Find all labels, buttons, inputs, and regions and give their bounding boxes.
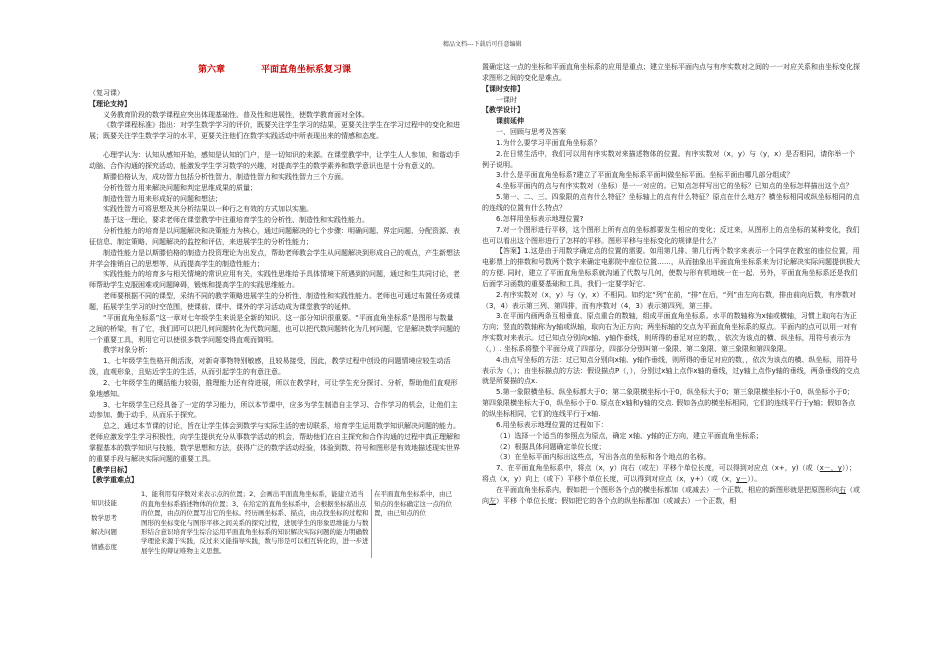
underlined-answer: x－，y: [819, 464, 842, 473]
goal-label: 知识技能: [91, 499, 117, 508]
paragraph: 基于这一理论，要求老师在课堂教学中注重培育学生的分析性、制造性和实践性能力。: [103, 216, 369, 225]
paragraph: 实践性能力的培育多与相关情境的常识应用有关，实践性思维给予具体情境下所遇到的问题，通过和生共同讨论，老师帮助学生克服困难或问题障碍，锻炼和提高学生的实践思维能力。: [89, 270, 460, 290]
heading-process: 【教学设计】: [482, 106, 524, 115]
paragraph: 实践性智力可将思想及其分析结果以一种行之有效的方式加以实施。: [103, 205, 313, 214]
question: 7.对一个图形进行平移，这个图形上所有点的坐标都要发生相应的变化；反过来，从图形上的点坐标的某种变化，我们也可以看出这个图形进行了怎样的平移。图形平移与坐标变化的规律是什么？: [482, 225, 860, 245]
right-column: [482, 62, 860, 507]
answer-text: 7、在平面直角坐标系中，将点（x，y）向右（或左）平移个单位长度，可以得到对应点（x+，y)（或（: [496, 464, 820, 473]
underlined-answer: y－: [736, 475, 748, 484]
paragraph: 分析性智力用来解决问题和判定思维成果的质量；: [103, 183, 257, 192]
title-chapter: 第六章: [197, 65, 225, 75]
paragraph: “平面直角坐标系”这一章对七年级学生来说是全新的知识。这一部分知识很重要。“平面直角坐标系”是图形与数量之间的桥梁，有了它，我们即可以把几何问题转化为代数问题，也可以把代数问题转化为几何问题，它是解决数学问题的一个重要工具，利用它可以使很多数学问题变得直观而简明。: [89, 313, 460, 344]
answer: 【答案】1.这是由于用数字确定点的位置的需要。如用第几排、第几行两个数字来表示一个同学在教室的座位位置，用电影票上的排数和号数两个数字来确定电影院中座位位置……，从而抽象出平面直角坐标系来为讨论解决实际问题提供极大的方便. 同时，建立了平面直角坐标系就沟通了代数与几何，使数与形有机地统一在一起．另外，平面直角坐标系还是我们后面学习函数的重要基础和工具，我们一定要学好它.: [482, 247, 860, 288]
answer: [482, 485, 860, 507]
paragraph: 义务教育阶段的数学课程应突出体现基础性、普及性和进展性，使数学教育面对全体。: [103, 110, 369, 119]
paragraph: 心理学认为：认知从感知开始，感知是认知的门户，是一切知识的来源。在课堂教学中，让学生人人参加，和谐动手动脑、合作沟通的探究活动，能激发学生学习数学的兴趣，对提高学生的数学素养和数学意识也是十分有意义的。: [89, 151, 460, 170]
goal-text: 1、能利用有序数对来表示点的位置；2、会画出平面直角坐标系，能建立适当的直角坐标系描述物体的位置；3、在给定的直角坐标系中，会根据坐标描出点的位置，由点的位置写出它的坐标。经历画坐标系、描点，由点找坐标的过程和图形的坐标变化与图形平移之间关系的探究过程，进展学生的形象思维能力与数形结合意识培育学生综合运用平面直角坐标系的知识解决实际问题的能力明确数学理论来源于实践，反过来又能指导实践，数与形是可以相互转化的，进一步进展学生的辩证唯物主义思想。: [141, 490, 369, 555]
underlined-answer: 左: [489, 496, 496, 505]
question: 6.怎样用坐标表示地理位置?: [496, 214, 584, 223]
page-title: [89, 64, 460, 78]
answer-text: ））；将点（x，y）向上（或下）平移个单位长度，可以得到对应点（x，y+）（或（x，: [482, 464, 856, 484]
goal-label: 解决问题: [91, 528, 117, 537]
question: 1.为什么要学习平面直角坐标系？: [496, 138, 601, 147]
goal-label: 数学思考: [91, 513, 117, 522]
answer: 2.有序实数对（x，y）与（y，x）不相同。如约定“列”在前，“排”在后，“列”由左向右数，排由前向后数，有序数对（3，4）表示第三列、第四排，而有序数对（4，3）表示第四列，第三排。: [482, 290, 857, 310]
title-text: 平面直角坐标系复习课: [261, 65, 352, 75]
left-column: [89, 62, 460, 558]
answer-step: （2）根据具体问题确定单位长度；: [496, 442, 606, 451]
answer-text: 在平面直角坐标系内，假如把一个图形各个点的横坐标都加（或减去）一个正数，相应的新图形就是把原图形向: [496, 485, 839, 494]
paragraph: 3、七年级学生已经具备了一定的学习能力，所以本节课中，应多为学生制造自主学习、合作学习的机会，让他们主动参加、勤于动手，从而乐于探究。: [89, 400, 458, 420]
schedule-text: 一课时: [496, 95, 517, 104]
paragraph: 分析性能力的培育是以问题解决和决策能力为核心，通过问题解决的七个步骤：明确问题、界定问题、分配资源、表征信息、制定策略、问题解决的监控和评估，来进展学生的分析性能力；: [89, 227, 460, 246]
paragraph: 总之，通过本节课的讨论，旨在让学生体会到数学与实际生活的密切联系，培育学生运用数学知识解决问题的能力。老师应激发学生学习积极性，向学生提供充分从事数学活动的机会，帮助他们在自主探究和合作沟通的过程中真正理解和掌握基本的数学知识与技能，数学思想和方法，获得广泛的数学活动经验，体验到数、符号和图形是有效地描述现实世界的重要手段与解决实际问题的重要工具。: [89, 422, 460, 463]
underlined-answer: 右: [839, 485, 846, 494]
watermark: 精品文档---下载后可任意编辑: [443, 41, 522, 48]
review-heading: 一、回顾与思考及答案: [496, 128, 566, 137]
goal-label: 情感态度: [91, 542, 117, 551]
goal-labels: [89, 489, 139, 558]
paragraph: 2、七年级学生的概括能力较弱，推理能力还有待进展，所以在教学时，可让学生充分探讨、分析，帮助他们直观形象地感知。: [89, 378, 458, 398]
question: 4.坐标平面内的点与有序实数对（坐标）是一一对应的。已知点怎样写出它的坐标？已知点的坐标怎样描出这个点？: [496, 182, 853, 191]
paragraph: 老师要根据不同的课型，采纳不同的教学策略进展学生的分析性、制造性和实践性能力。老师也可通过布置任务或课题，拓展学生学习的时空范围，使课前、课中、课外的学习活动成为课堂教学的延伸。: [89, 292, 460, 311]
paragraph: 1、七年级学生性格开朗活泼，对新奇事物特别敏感，且较易接受，因此，教学过程中创设的问题情境应较生动活泼，直观形象，且贴近学生的生活，从而引起学生的有意注意。: [89, 357, 451, 377]
paragraph: 斯滕伯格认为，成功智力包括分析性智力、制造性智力和实践性智力三个方面。: [103, 172, 348, 181]
question: 5.第一、二、三、四象限的点有什么特征？坐标轴上的点有什么特征？原点在什么地方？横坐标相同或纵坐标相同的点的连线的位置有什么特点？: [482, 193, 860, 212]
heading-keypoints: 【教学重难点】: [89, 476, 138, 485]
paragraph: 置确定这一点的坐标和平面直角坐标系的应用是重点；建立坐标平面内点与有序实数对之间的一一对应关系和由坐标变化探求图形之间的变化是难点。: [482, 63, 860, 82]
paragraph: 制造性能力是以斯滕伯格的制造力投资理论为出发点，帮助老师教会学生从问题解决到形成自己的观点，产生新想法并学会推销自己的思想等，从而提高学生的制造性能力；: [89, 248, 460, 268]
answer: 4.由点写坐标的方法：过已知点分别向x轴、y轴作垂线，则所得的垂足对应的数，，依次为该点的横、纵坐标，用符号表示为（，）；由坐标描点的方法：假设描点P（，），分别过x轴上点作x轴的垂线，过y轴上点作y轴的垂线，两条垂线的交点就是所要描的点x.: [482, 355, 860, 386]
answer-text: ）平移 个单位长度；假如把它的各个点的纵坐标都加（或减去）一个正数，相: [496, 496, 737, 505]
goals-table: [89, 489, 460, 558]
answer-step: （1）选择一个适当的参照点为原点，确定 x轴、y轴的正方向，建立平面直角坐标系；: [496, 431, 763, 440]
paragraph: 《数学课程标准》指出：对学生数学学习的评价，既要关注学生学习的结果，更要关注学生在学习过程中的变化和进展；既要关注学生数学学习的水平，更要关注他们在数学实践活动中所表现出来的情感和态度。: [89, 121, 460, 141]
subtitle: （复习课）: [89, 88, 124, 97]
answer-text: （或向: [482, 485, 860, 505]
answer-step: （3）在坐标平面内标出这些点，写出各点的坐标和各个地点的名称。: [496, 453, 711, 462]
answer: 3.在平面内画两条互相垂直、原点重合的数轴，组成平面直角坐标系。水平的数轴称为x轴或横轴，习惯上取向右为正方向；竖直的数轴称为y轴或纵轴，取向右为正方向；两坐标轴的交点为平面直角坐标系的原点。平面内的点可以用一对有序实数对来表示。过已知点分别向x轴、y轴作垂线，则所得的垂足对应的数，，依次为该点的横、纵坐标，用符号表示为（，）. 坐标系将整个平面分成了四部分，四部分分别叫第一象限、第二象限、第三象限和第四象限。: [482, 312, 858, 353]
heading-theory: 【理论支持】: [89, 99, 131, 108]
paragraph: 制造性智力用来形成好的问题和想法；: [103, 194, 222, 203]
answer: 5.第一象限横坐标、纵坐标都大于0；第二象限横坐标小于0，纵坐标大于0；第三象限横坐标小于0，纵坐标小于0；第四象限横坐标大于0，纵坐标小于0. 原点在x轴和y轴的交点. 假如各点的横坐标相同，它们的连线平行于y轴；假如各点的纵坐标相同，它们的连线平行于x轴.: [482, 388, 856, 418]
heading-schedule: 【课时安排】: [482, 84, 524, 93]
question: 3.什么是平面直角坐标系?建立了平面直角坐标系平面叫做坐标平面。坐标平面由哪几部分组成？: [496, 171, 794, 180]
answer: [482, 463, 860, 485]
question: 2.在日常生活中，我们可以用有序实数对来描述物体的位置。有序实数对（x，y）与（y，x）是否相同，请你举一个例子说明。: [482, 149, 856, 169]
subheading-extension: 课前延伸: [496, 117, 524, 126]
paragraph: 教学对象分析：: [103, 346, 152, 355]
keypoints-text: 在平面直角坐标系中，由已知点的坐标确定这一点的位置，由已知点的位: [372, 489, 461, 558]
heading-goals: 【教学目标】: [89, 465, 131, 474]
answer-text: ））。: [747, 475, 762, 484]
answer: 6.用坐标表示地理位置的过程如下：: [496, 420, 608, 429]
